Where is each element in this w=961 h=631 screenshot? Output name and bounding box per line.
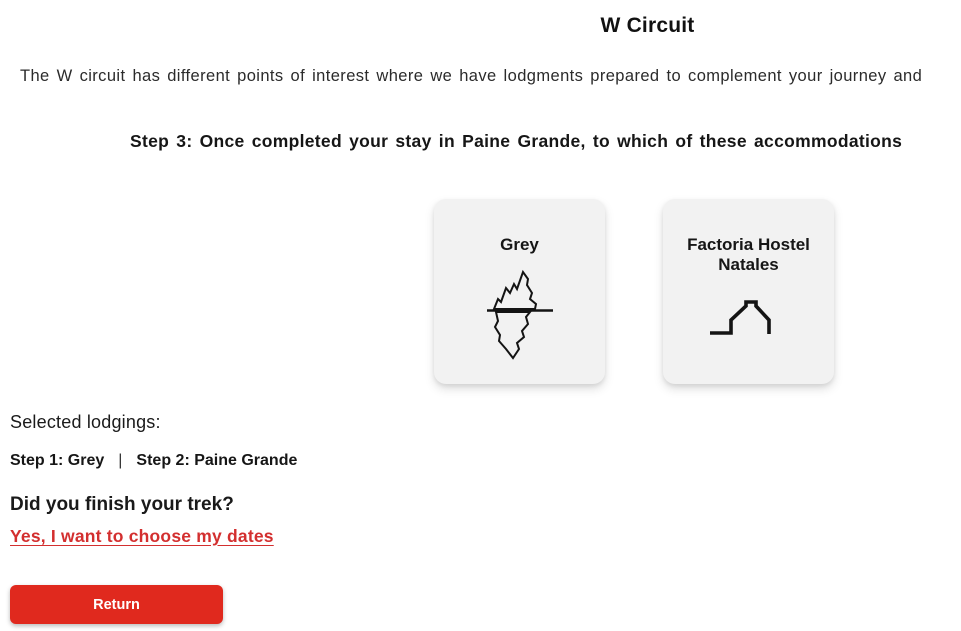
card-factoria-hostel-natales[interactable] bbox=[663, 199, 834, 384]
intro-text: The W circuit has different points of interest where we have lodgments prepared to complement your journey and bbox=[20, 67, 923, 85]
accommodation-options bbox=[434, 199, 834, 384]
return-button[interactable]: Return bbox=[10, 585, 223, 624]
iceberg-icon bbox=[486, 269, 554, 366]
selected-step-1: Step 1: Grey bbox=[10, 452, 105, 469]
header bbox=[0, 14, 961, 38]
card-label: Factoria Hostel Natales bbox=[687, 235, 810, 274]
selected-lodgings-heading: Selected lodgings: bbox=[10, 412, 161, 432]
choose-dates-link[interactable]: Yes, I want to choose my dates bbox=[10, 526, 274, 546]
step-heading: Step 3: Once completed your stay in Paine Grande, to which of these accommodations bbox=[130, 131, 903, 151]
card-label: Grey bbox=[500, 235, 539, 254]
card-grey[interactable] bbox=[434, 199, 605, 384]
selected-step-2: Step 2: Paine Grande bbox=[136, 452, 298, 469]
selected-lodgings-summary bbox=[10, 452, 297, 470]
separator: | bbox=[118, 452, 123, 469]
page-title: W Circuit bbox=[600, 14, 695, 37]
finish-trek-question: Did you finish your trek? bbox=[10, 494, 234, 515]
hostel-house-icon bbox=[708, 299, 774, 346]
